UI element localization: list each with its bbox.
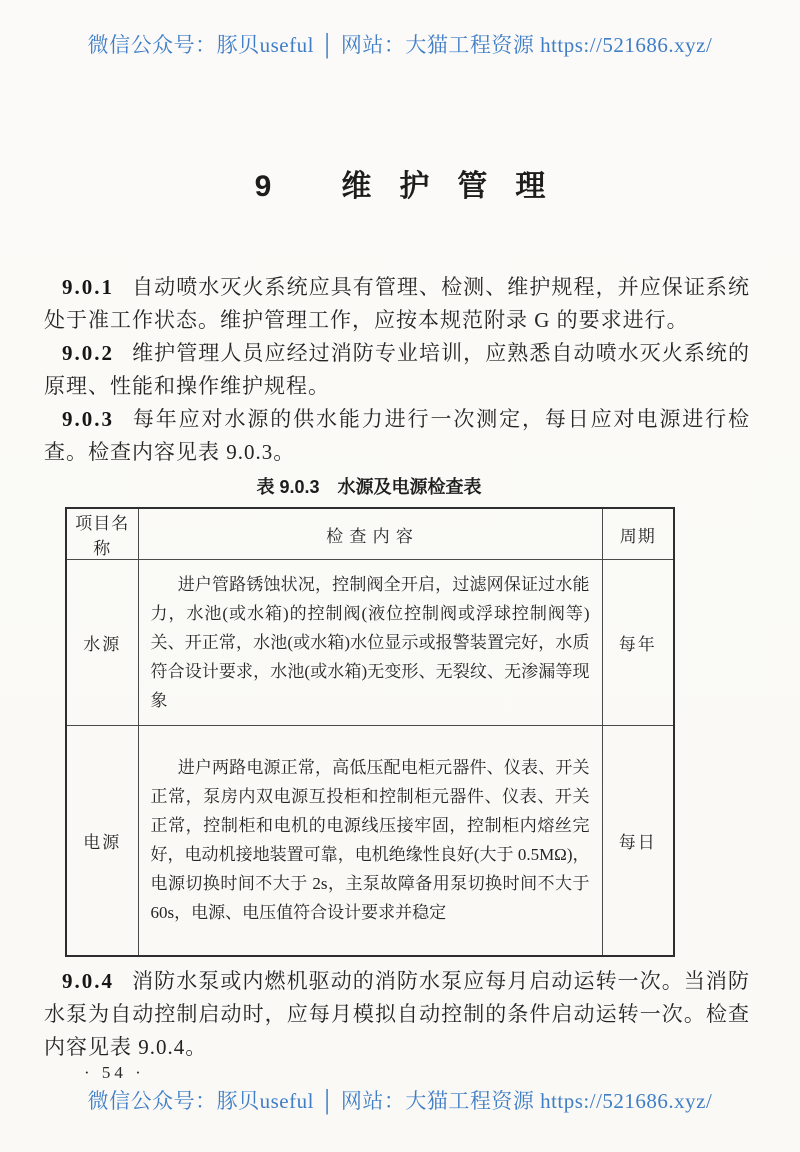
period-cell: 每年	[602, 560, 674, 726]
chapter-number: 9	[254, 170, 272, 203]
content-cell: 进户两路电源正常，高低压配电柜元器件、仪表、开关正常，泵房内双电源互投柜和控制柜元器件、仪表、开关正常，控制柜和电机的电源线压接牢固，控制柜内熔丝完好，电动机接地装置可靠，电机绝缘性良好(大于 0.5MΩ)，电源切换时间不大于 2s，主泵故障备用泵切换时间不大于 60s，电源、电压值符合设计要求并稳定	[138, 726, 602, 956]
clause-number: 9.0.4	[62, 968, 114, 993]
clause-text: 维护管理人员应经过消防专业培训，应熟悉自动喷水灭火系统的原理、性能和操作维护规程。	[44, 341, 750, 398]
chapter-title	[0, 165, 800, 209]
watermark-header: 微信公众号：豚贝useful │ 网站：大猫工程资源 https://521686.xyz/	[87, 33, 713, 57]
period-cell: 每日	[602, 726, 674, 956]
watermark-footer: 微信公众号：豚贝useful │ 网站：大猫工程资源 https://521686.xyz/	[87, 1088, 713, 1113]
inspection-table	[65, 507, 675, 957]
clause-text: 每年应对水源的供水能力进行一次测定，每日应对电源进行检查。检查内容见表 9.0.3。	[44, 407, 750, 464]
chapter-name: 维护管理	[341, 170, 574, 203]
table-header-row	[66, 508, 674, 560]
page-number: · 54 ·	[84, 1062, 145, 1082]
content-cell: 进户管路锈蚀状况，控制阀全开启，过滤网保证过水能力，水池(或水箱)的控制阀(液位控制阀或浮球控制阀等)关、开正常，水池(或水箱)水位显示或报警装置完好，水质符合设计要求，水池(或水箱)无变形、无裂纹、无渗漏等现象	[138, 560, 602, 726]
column-header-period: 周期	[602, 508, 674, 560]
clause-9-0-4	[44, 965, 750, 1064]
clause-9-0-2	[44, 337, 750, 403]
column-header-content: 检 查 内 容	[138, 508, 602, 560]
table-row-water	[66, 560, 674, 726]
clause-9-0-1	[44, 271, 750, 337]
item-cell: 电源	[66, 726, 138, 956]
item-cell: 水源	[66, 560, 138, 726]
table-caption: 表 9.0.3 水源及电源检查表	[256, 477, 482, 497]
table-row-power	[66, 726, 674, 956]
clause-number: 9.0.3	[62, 407, 114, 431]
clause-number: 9.0.1	[62, 275, 114, 299]
column-header-item: 项目名称	[66, 508, 138, 560]
clause-9-0-3	[44, 403, 750, 469]
clause-text: 消防水泵或内燃机驱动的消防水泵应每月启动运转一次。当消防水泵为自动控制启动时，应每月模拟自动控制的条件启动运转一次。检查内容见表 9.0.4。	[44, 968, 750, 1059]
clause-number: 9.0.2	[62, 341, 114, 365]
clause-block	[0, 271, 800, 469]
clause-block-after-table	[0, 965, 800, 1064]
clause-text: 自动喷水灭火系统应具有管理、检测、维护规程，并应保证系统处于准工作状态。维护管理工作，应按本规范附录 G 的要求进行。	[44, 275, 750, 332]
